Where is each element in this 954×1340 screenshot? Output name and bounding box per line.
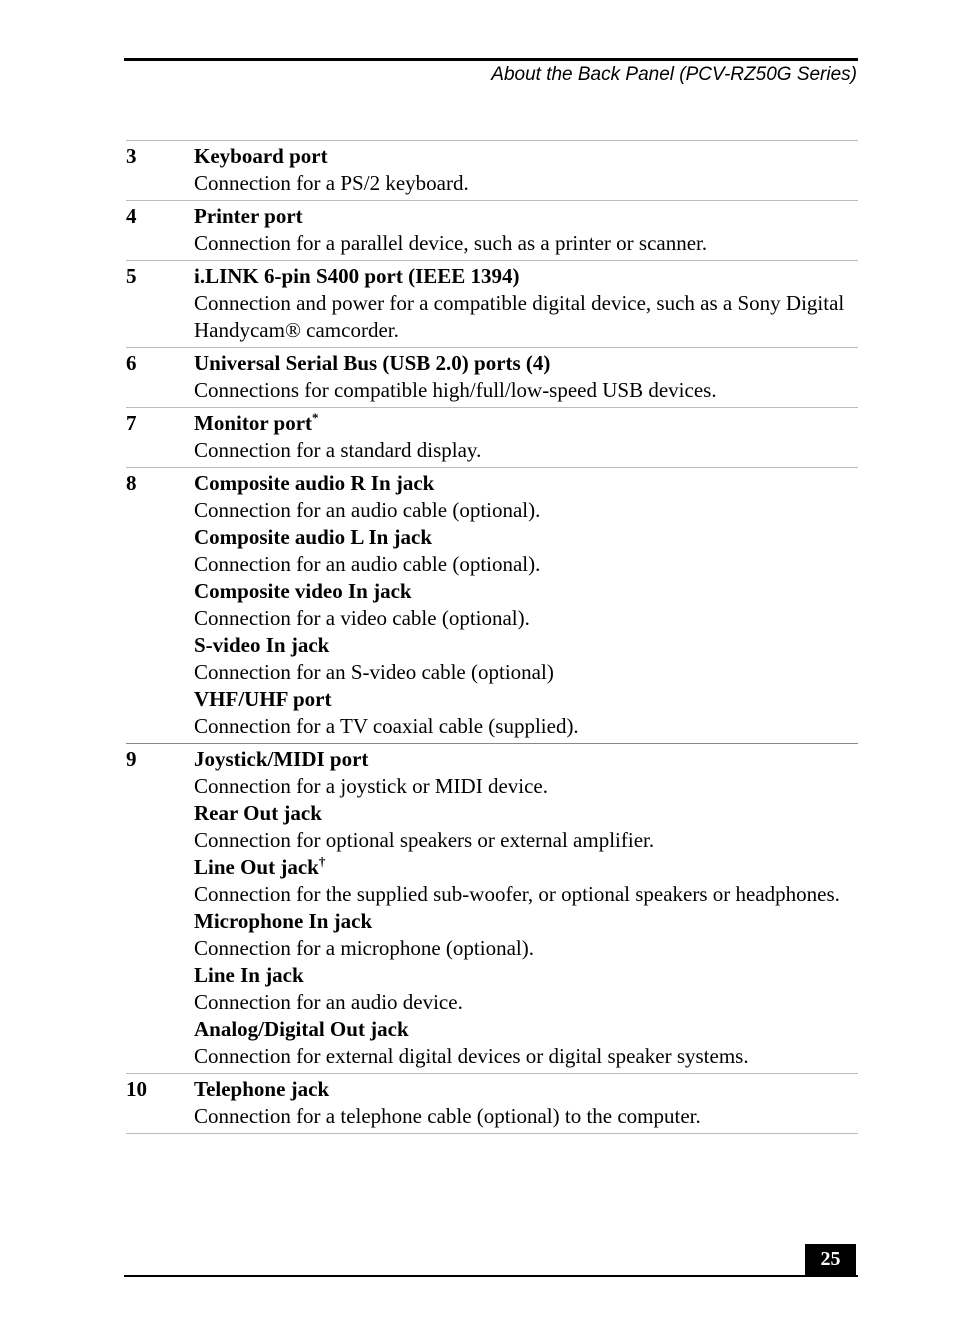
item-title-text: VHF/UHF port	[194, 687, 332, 711]
item-title	[194, 203, 858, 230]
row-content	[194, 143, 858, 197]
footnote-marker: *	[312, 410, 319, 425]
running-header: About the Back Panel (PCV-RZ50G Series)	[491, 64, 857, 85]
row-content	[194, 410, 858, 464]
item-description: Connection for external digital devices or digital speaker systems.	[194, 1044, 749, 1068]
table-row	[126, 141, 858, 201]
table-row	[126, 1074, 858, 1134]
item-title	[194, 143, 858, 170]
item-title-text: Composite video In jack	[194, 579, 412, 603]
item-title	[194, 686, 858, 713]
row-number: 9	[126, 747, 137, 771]
item-title-text: S-video In jack	[194, 633, 330, 657]
row-content	[194, 1076, 858, 1130]
item-title-text: Universal Serial Bus (USB 2.0) ports (4)	[194, 351, 551, 375]
item-description: Connection for an audio device.	[194, 990, 463, 1014]
row-number: 8	[126, 471, 137, 495]
table-row	[126, 261, 858, 348]
item-description: Connections for compatible high/full/low-speed USB devices.	[194, 378, 717, 402]
item-title-text: Telephone jack	[194, 1077, 330, 1101]
item-title	[194, 410, 858, 437]
item-title	[194, 908, 858, 935]
row-content	[194, 350, 858, 404]
item-title-text: Composite audio L In jack	[194, 525, 433, 549]
item-description: Connection for optional speakers or external amplifier.	[194, 828, 655, 852]
item-title	[194, 350, 858, 377]
footer-rule	[124, 1275, 858, 1277]
row-content	[194, 203, 858, 257]
item-title-text: Rear Out jack	[194, 801, 322, 825]
item-description: Connection for a standard display.	[194, 438, 482, 462]
row-number: 10	[126, 1077, 147, 1101]
item-title	[194, 1076, 858, 1103]
table-row	[126, 468, 858, 744]
item-title-text: Monitor port	[194, 411, 313, 435]
item-title-text: Line Out jack	[194, 855, 319, 879]
item-description: Connection for a joystick or MIDI device.	[194, 774, 548, 798]
item-description: Connection for a video cable (optional).	[194, 606, 530, 630]
item-title-text: Keyboard port	[194, 144, 328, 168]
item-description: Connection for an audio cable (optional).	[194, 498, 541, 522]
item-title-text: Analog/Digital Out jack	[194, 1017, 409, 1041]
table-row	[126, 348, 858, 408]
item-title	[194, 578, 858, 605]
table-row	[126, 408, 858, 468]
item-description: Connection for the supplied sub-woofer, or optional speakers or headphones.	[194, 882, 840, 906]
item-title-text: Line In jack	[194, 963, 304, 987]
row-number: 6	[126, 351, 137, 375]
item-title	[194, 800, 858, 827]
item-title-text: Printer port	[194, 204, 303, 228]
item-title	[194, 632, 858, 659]
port-table	[126, 140, 858, 1134]
item-description: Connection for a microphone (optional).	[194, 936, 534, 960]
item-title-text: Joystick/MIDI port	[194, 747, 369, 771]
item-description: Connection for a TV coaxial cable (supplied).	[194, 714, 579, 738]
item-title	[194, 470, 858, 497]
row-number: 7	[126, 411, 137, 435]
row-content	[194, 470, 858, 740]
item-description: Connection for a telephone cable (optional) to the computer.	[194, 1104, 701, 1128]
row-content	[194, 263, 858, 344]
item-title	[194, 1016, 858, 1043]
table-row	[126, 744, 858, 1074]
item-title-text: i.LINK 6-pin S400 port (IEEE 1394)	[194, 264, 520, 288]
item-title	[194, 746, 858, 773]
row-number: 5	[126, 264, 137, 288]
item-description: Connection for an audio cable (optional).	[194, 552, 541, 576]
table-row	[126, 201, 858, 261]
item-description: Connection for a PS/2 keyboard.	[194, 171, 469, 195]
item-description: Connection and power for a compatible digital device, such as a Sony Digital Handycam® camcorder.	[194, 291, 845, 342]
item-description: Connection for a parallel device, such as a printer or scanner.	[194, 231, 708, 255]
item-title-text: Microphone In jack	[194, 909, 373, 933]
page-number: 25	[805, 1244, 856, 1275]
item-title-text: Composite audio R In jack	[194, 471, 435, 495]
row-number: 3	[126, 144, 137, 168]
item-title	[194, 263, 858, 290]
item-title	[194, 524, 858, 551]
item-title	[194, 962, 858, 989]
row-number: 4	[126, 204, 137, 228]
item-description: Connection for an S-video cable (optional)	[194, 660, 554, 684]
item-title	[194, 854, 858, 881]
header-rule	[124, 58, 858, 61]
footnote-marker: †	[318, 854, 326, 869]
row-content	[194, 746, 858, 1070]
